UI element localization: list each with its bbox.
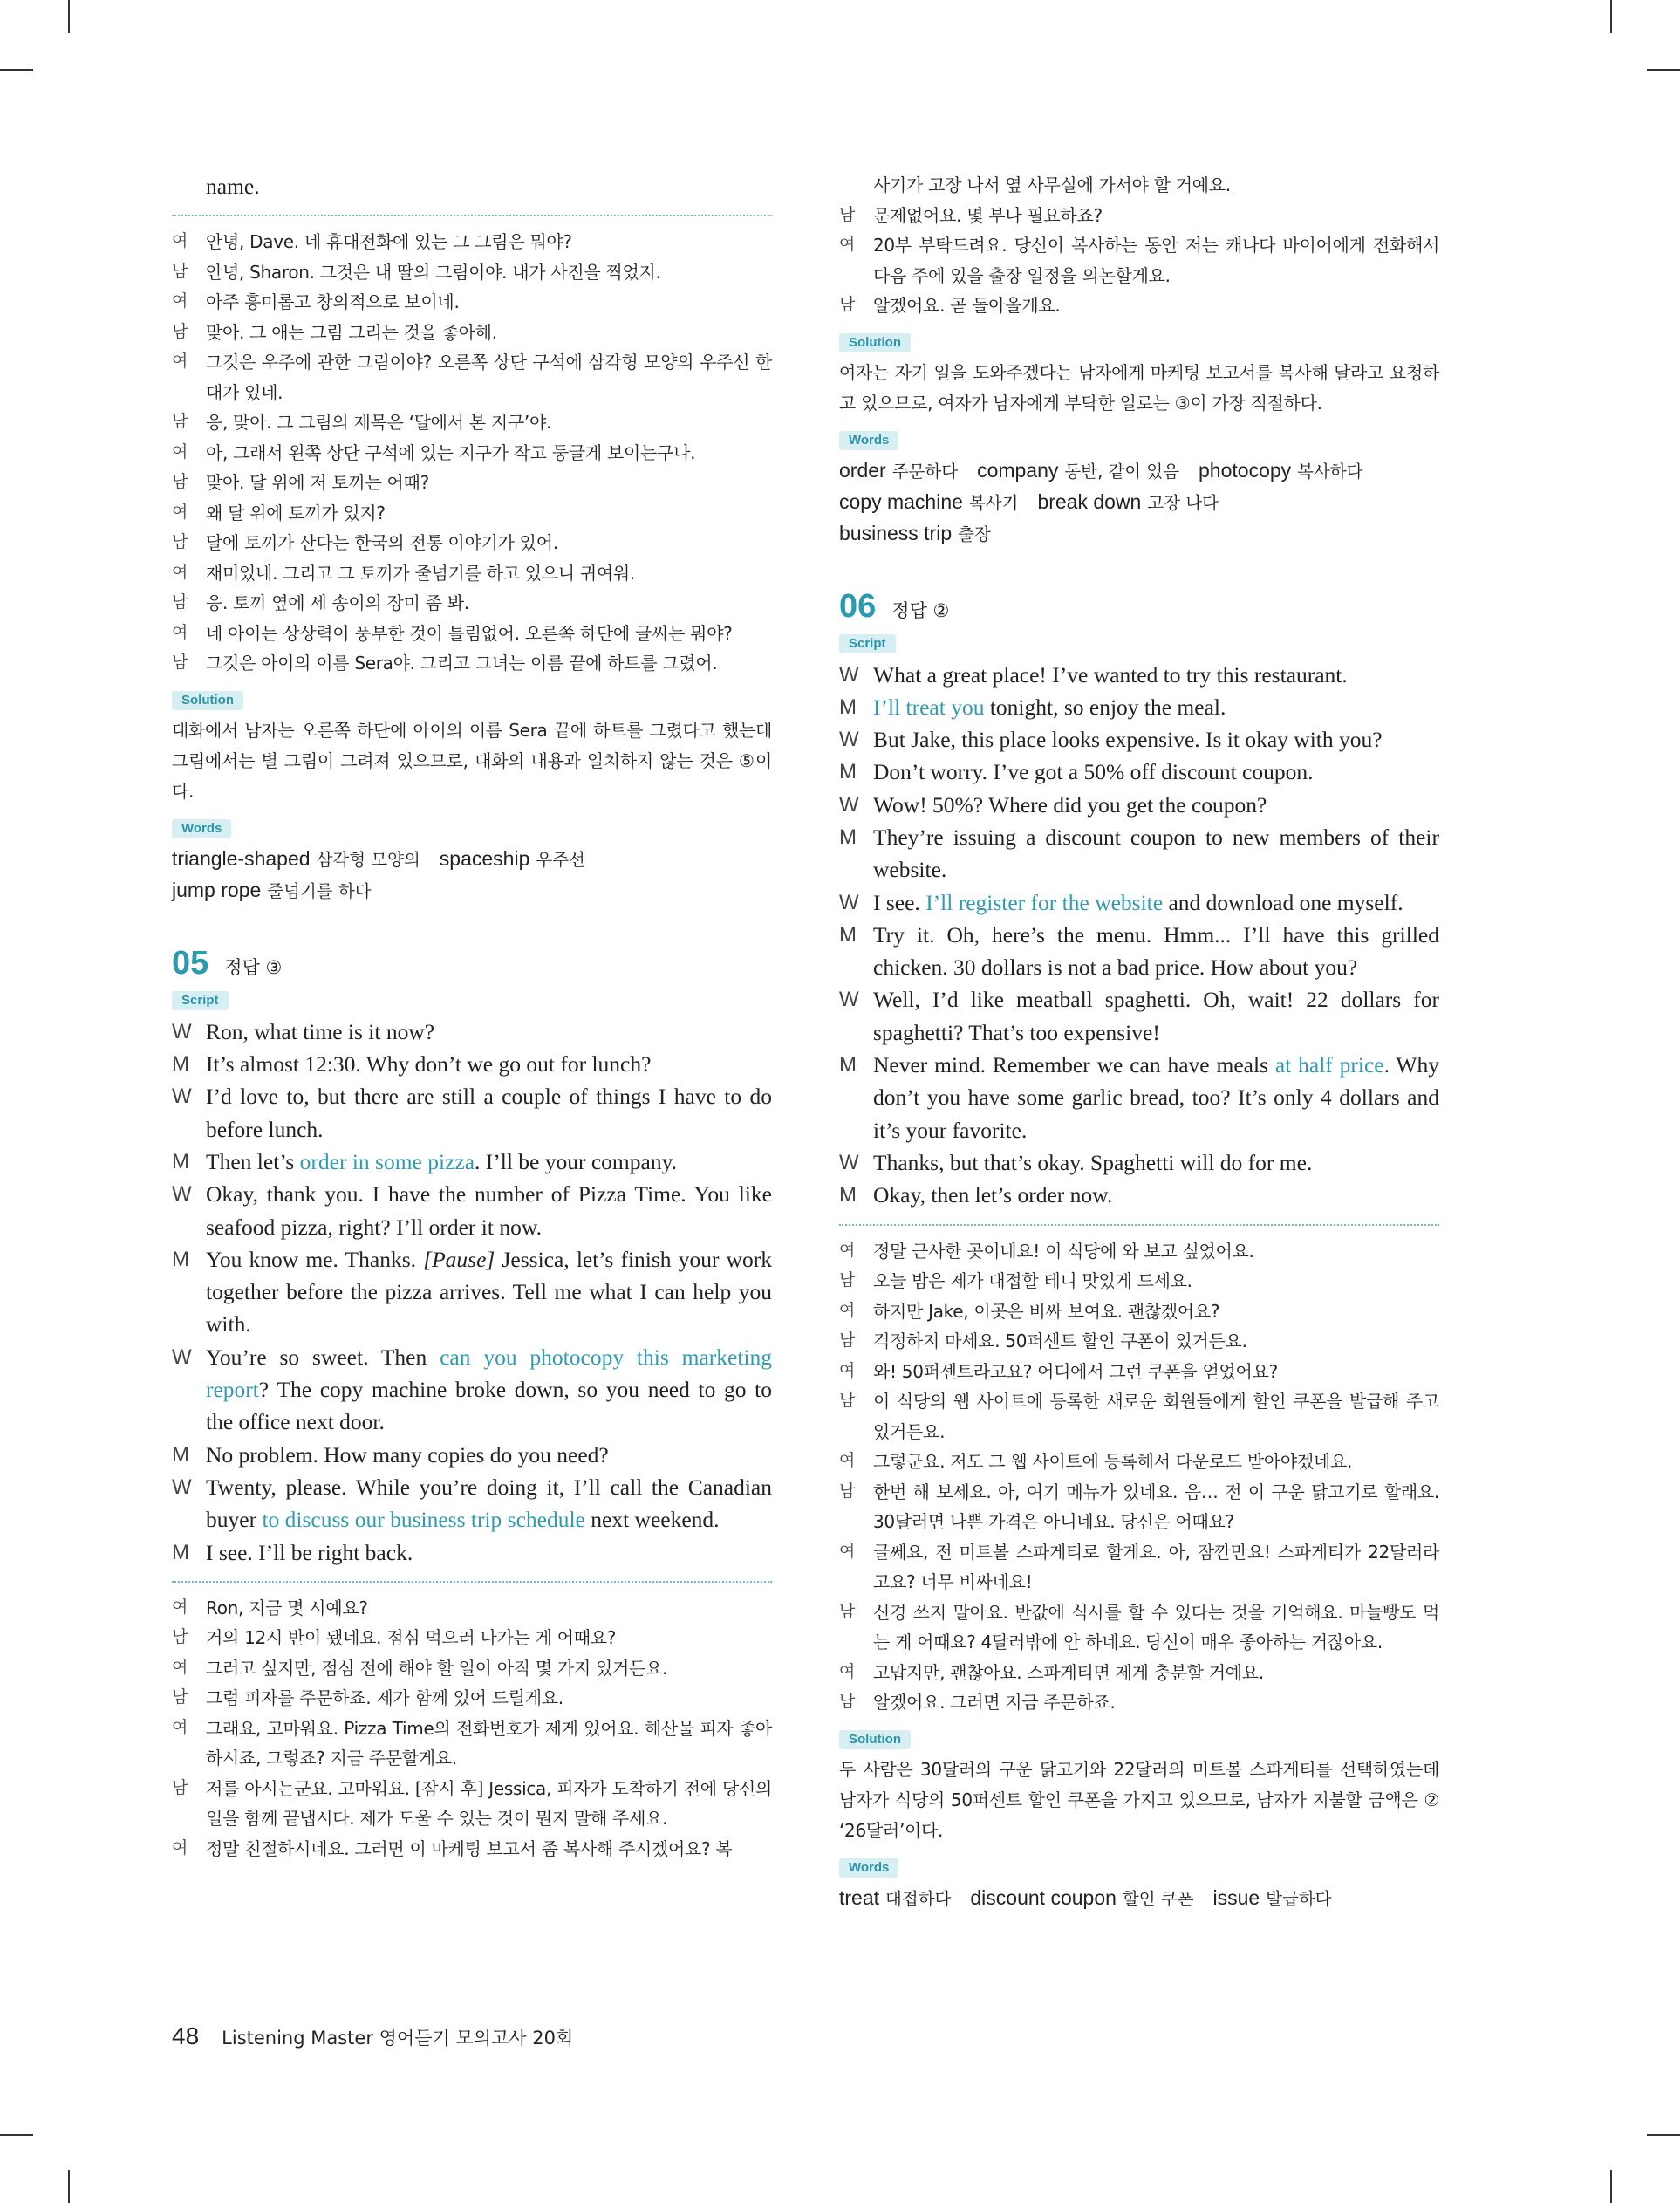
translation-line	[172, 468, 772, 498]
translation-line	[172, 257, 772, 288]
script-line	[172, 1146, 772, 1178]
script-line	[172, 1080, 772, 1146]
translation-text: 알겠어요. 그러면 지금 주문하죠.	[873, 1692, 1116, 1714]
translation-line	[172, 1683, 772, 1714]
translation-line	[839, 1266, 1439, 1296]
vocab-korean: 우주선	[536, 849, 585, 870]
script-text	[873, 983, 1439, 1049]
vocab-english: discount coupon	[970, 1885, 1117, 1909]
speaker-label: 남	[172, 322, 188, 341]
translation-text: 달에 토끼가 산다는 한국의 전통 이야기가 있어.	[206, 532, 558, 554]
script-text	[206, 1016, 772, 1048]
text-segment: tonight, so enjoy the meal.	[984, 694, 1226, 720]
speaker-label: 남	[172, 262, 188, 281]
speaker-label: 남	[172, 1778, 188, 1797]
text-segment: ? The copy machine broke down, so you need to go to the office next door.	[206, 1377, 772, 1435]
script-line	[839, 659, 1439, 691]
translation-line	[172, 558, 772, 589]
script-text	[206, 1178, 772, 1243]
text-segment: No problem. How many copies do you need?	[206, 1441, 609, 1468]
translation-line	[172, 1834, 772, 1864]
vocab-english: spaceship	[439, 846, 530, 870]
key-phrase: I’ll register for the website	[925, 889, 1164, 915]
speaker-label: M	[839, 1053, 857, 1078]
speaker-label: 여	[172, 352, 188, 372]
solution-label: Solution	[839, 1730, 911, 1749]
crop-mark	[1647, 69, 1680, 71]
script-text	[873, 659, 1439, 691]
solution-label: Solution	[172, 691, 243, 710]
vocab-item	[172, 846, 420, 871]
translation-line	[839, 1357, 1439, 1387]
vocab-korean: 줄넘기를 하다	[267, 880, 372, 901]
vocab-item	[970, 1885, 1194, 1910]
speaker-label: 여	[172, 1718, 188, 1737]
speaker-label: 여	[172, 1598, 188, 1617]
answer-label: 정답 ③	[224, 956, 283, 978]
translation-line	[172, 588, 772, 619]
translation-text: 와! 50퍼센트라고요? 어디에서 그런 쿠폰을 얻었어요?	[873, 1360, 1278, 1382]
text-segment: Well, I’d like meatball spaghetti. Oh, wait! 22 dollars for spaghetti? That’s too expensive!	[873, 987, 1439, 1045]
translation-text: 응. 토끼 옆에 세 송이의 장미 좀 봐.	[206, 592, 469, 614]
speaker-label: 남	[172, 413, 188, 432]
text-segment: . I’ll be your company.	[475, 1148, 678, 1174]
speaker-label: 여	[172, 292, 188, 311]
translation-text: 아, 그래서 왼쪽 상단 구석에 있는 지구가 작고 둥글게 보이는구나.	[206, 441, 696, 463]
speaker-label: M	[839, 824, 857, 849]
script-label: Script	[172, 991, 229, 1010]
translation-line	[172, 648, 772, 679]
script-line	[172, 1178, 772, 1243]
translation-text: 20부 부탁드려요. 당신이 복사하는 동안 저는 캐나다 바이어에게 전화해서 다음 주에 있을 출장 일정을 의논할게요.	[873, 235, 1439, 286]
text-segment: But Jake, this place looks expensive. Is it okay with you?	[873, 727, 1383, 753]
vocab-korean: 복사기	[968, 492, 1019, 513]
translation-text: 그러고 싶지만, 점심 전에 해야 할 일이 아직 몇 가지 있거든요.	[206, 1657, 668, 1679]
translation-text: 응, 맞아. 그 그림의 제목은 ‘달에서 본 지구’야.	[206, 412, 552, 434]
crop-mark	[0, 69, 33, 71]
text-segment: Then let’s	[206, 1148, 300, 1174]
translation-text: 안녕, Dave. 네 휴대전화에 있는 그 그림은 뭐야?	[206, 231, 572, 253]
translation-line	[839, 1296, 1439, 1327]
key-phrase: order in some pizza	[299, 1148, 475, 1174]
translation-text: 신경 쓰지 말아요. 반값에 식사를 할 수 있다는 것을 기억해요. 마늘빵도 먹는 게 어때요? 4달러밖에 안 하네요. 당신이 매우 좋아하는 거잖아요.	[873, 1601, 1439, 1653]
question-number: 06	[839, 587, 877, 625]
text-segment: You know me. Thanks.	[206, 1246, 424, 1272]
translation-line	[172, 619, 772, 649]
translation-line	[839, 1386, 1439, 1447]
speaker-label: W	[172, 1084, 192, 1109]
right-column	[839, 170, 1439, 1914]
translation-line	[172, 227, 772, 257]
translation-line	[839, 230, 1439, 291]
speaker-label: 여	[172, 1658, 188, 1677]
text-segment: Jessica, let’s finish your work together before the pizza arrives. Tell me what I can help you with.	[206, 1246, 772, 1338]
translation-line	[839, 1658, 1439, 1688]
script-text	[206, 1439, 772, 1471]
vocab-english: treat	[839, 1885, 880, 1909]
vocab-item	[839, 1885, 952, 1910]
speaker-label: 남	[172, 473, 188, 492]
speaker-label: 남	[172, 593, 188, 612]
crop-mark	[1610, 2170, 1612, 2203]
translation-text: 글쎄요, 전 미트볼 스파게티로 할게요. 아, 잠깐만요! 스파게티가 22달러라고요? 너무 비싸네요!	[873, 1541, 1439, 1593]
translation-text: 그것은 우주에 관한 그림이야? 오른쪽 상단 구석에 삼각형 모양의 우주선 한 대가 있네.	[206, 352, 772, 403]
script-text	[873, 821, 1439, 886]
script-text: name.	[206, 174, 260, 199]
translation-text: 알겠어요. 곧 돌아올게요.	[873, 295, 1061, 316]
translation-line	[172, 1623, 772, 1653]
crop-mark	[68, 0, 70, 33]
script-text	[873, 919, 1439, 984]
vocab-korean: 복사하다	[1297, 461, 1363, 482]
vocab-item	[977, 458, 1180, 482]
crop-mark	[68, 2170, 70, 2203]
text-segment: It’s almost 12:30. Why don’t we go out for lunch?	[206, 1051, 652, 1078]
vocab-item	[839, 489, 1019, 514]
translation-text: 재미있네. 그리고 그 토끼가 줄넘기를 하고 있으니 귀여워.	[206, 562, 635, 584]
words-list	[839, 455, 1439, 550]
translation	[172, 1593, 772, 1864]
vocab-korean: 동반, 같이 있음	[1064, 461, 1180, 482]
words-row	[839, 487, 1439, 518]
script-label: Script	[839, 634, 896, 653]
vocab-english: photocopy	[1199, 458, 1292, 482]
script-text	[873, 1049, 1439, 1146]
script-line	[172, 1243, 772, 1341]
vocab-english: triangle-shaped	[172, 846, 311, 870]
translation-text: 안녕, Sharon. 그것은 내 딸의 그림이야. 내가 사진을 찍었지.	[206, 261, 661, 283]
vocab-korean: 대접하다	[885, 1888, 952, 1909]
translation-text: 네 아이는 상상력이 풍부한 것이 틀림없어. 오른쪽 하단에 글씨는 뭐야?	[206, 622, 733, 644]
speaker-label: 남	[839, 205, 856, 224]
translation	[839, 1236, 1439, 1718]
translation-text: 문제없어요. 몇 부나 필요하죠?	[873, 204, 1103, 226]
vocab-korean: 주문하다	[891, 461, 959, 482]
dotted-divider	[172, 215, 772, 216]
translation-text: 오늘 밤은 제가 대접할 테니 맛있게 드세요.	[873, 1270, 1192, 1292]
text-segment: Try it. Oh, here’s the menu. Hmm... I’ll have this grilled chicken. 30 dollars is not a bad price. How about you?	[873, 921, 1439, 981]
speaker-label: M	[839, 760, 857, 784]
script-line	[839, 983, 1439, 1049]
text-segment: Don’t worry. I’ve got a 50% off discount coupon.	[873, 759, 1314, 785]
speaker-label: 여	[839, 1542, 856, 1561]
script-text	[206, 1080, 772, 1146]
translation-line	[839, 170, 1439, 201]
translation-text: 그래요, 고마워요. Pizza Time의 전화번호가 제게 있어요. 해산물 피자 좋아하시죠, 그렇죠? 지금 주문할게요.	[206, 1717, 772, 1769]
vocab-english: issue	[1212, 1885, 1260, 1909]
text-segment: I see. I’ll be right back.	[206, 1539, 413, 1565]
answer-label: 정답 ②	[891, 599, 950, 621]
vocab-english: company	[977, 458, 1059, 482]
text-segment: Okay, thank you. I have the number of Pizza Time. You like seafood pizza, right? I’ll order it now.	[206, 1181, 772, 1240]
translation-line	[839, 1447, 1439, 1477]
text-segment: Twenty, please. While you’re doing it, I’ll call the Canadian buyer	[206, 1474, 772, 1533]
prev-script-tail	[172, 170, 772, 202]
script-line	[172, 1016, 772, 1048]
key-phrase: at half price	[1274, 1052, 1384, 1078]
text-segment: Ron, what time is it now?	[206, 1018, 435, 1044]
script-line	[839, 756, 1439, 788]
speaker-label: M	[839, 1183, 857, 1208]
script-text	[206, 1471, 772, 1536]
text-segment: Never mind. Remember we can have meals	[873, 1052, 1275, 1078]
translation-text: 걱정하지 마세요. 50퍼센트 할인 쿠폰이 있거든요.	[873, 1331, 1247, 1352]
speaker-label: 여	[172, 442, 188, 462]
translation-line	[839, 1687, 1439, 1718]
script-dialogue	[839, 659, 1439, 1212]
left-column	[172, 170, 772, 1864]
translation-line	[172, 1774, 772, 1834]
script-line	[839, 691, 1439, 723]
translation-line	[839, 1236, 1439, 1267]
book-title: Listening Master 영어듣기 모의고사 20회	[222, 2028, 574, 2049]
text-segment: . Why don’t you have some garlic bread, too? It’s only 4 dollars and it’s your favorite.	[873, 1052, 1440, 1143]
speaker-label: 남	[172, 533, 188, 552]
translation-text: Ron, 지금 몇 시예요?	[206, 1597, 368, 1618]
speaker-label: 남	[839, 1481, 856, 1501]
translation-text: 맞아. 달 위에 저 토끼는 어때?	[206, 472, 429, 494]
translation-line	[172, 528, 772, 558]
speaker-label: 남	[839, 1602, 856, 1621]
translation-text: 그것은 아이의 이름 Sera야. 그리고 그녀는 이름 끝에 하트를 그렸어.	[206, 653, 718, 674]
script-line	[172, 1439, 772, 1471]
script-text	[873, 1146, 1439, 1179]
text-segment: What a great place! I’ve wanted to try this restaurant.	[873, 661, 1348, 688]
translation-text: 정말 친절하시네요. 그러면 이 마케팅 보고서 좀 복사해 주시겠어요? 복	[206, 1837, 733, 1859]
speaker-label: 남	[839, 1693, 856, 1712]
speaker-label: 남	[839, 1331, 856, 1351]
crop-mark	[1647, 2134, 1680, 2136]
speaker-label: W	[839, 792, 859, 817]
vocab-korean: 발급하다	[1266, 1888, 1332, 1909]
speaker-label: 여	[172, 1838, 188, 1857]
speaker-label: 남	[839, 296, 856, 314]
translation-line	[839, 1477, 1439, 1537]
script-dialogue	[172, 1016, 772, 1569]
dotted-divider	[839, 1224, 1439, 1226]
script-text	[873, 1179, 1439, 1211]
speaker-label: W	[172, 1474, 192, 1499]
translation-text: 아주 흥미롭고 창의적으로 보이네.	[206, 291, 460, 313]
translation-line	[172, 1593, 772, 1624]
translation-text: 사기가 고장 나서 옆 사무실에 가서야 할 거예요.	[873, 174, 1231, 195]
words-row	[172, 875, 772, 907]
script-line	[172, 1048, 772, 1080]
vocab-english: break down	[1037, 489, 1142, 513]
speaker-label: W	[839, 1150, 859, 1174]
vocab-english: jump rope	[172, 878, 262, 901]
stage-direction: [Pause]	[423, 1246, 495, 1272]
words-label: Words	[839, 431, 898, 450]
vocab-korean: 출장	[958, 523, 991, 544]
page-number: 48	[172, 2022, 200, 2049]
script-text	[873, 886, 1439, 919]
script-text	[873, 789, 1439, 821]
script-text	[206, 1341, 772, 1439]
vocab-item	[1037, 489, 1219, 514]
translation-line	[172, 287, 772, 318]
script-line	[839, 1049, 1439, 1146]
speaker-label: M	[839, 922, 857, 947]
script-line	[839, 919, 1439, 984]
page-footer	[172, 2022, 573, 2050]
speaker-label: W	[172, 1344, 192, 1369]
words-row	[839, 518, 1439, 550]
text-segment: I’d love to, but there are still a couple of things I have to do before lunch.	[206, 1084, 772, 1142]
speaker-label: 여	[839, 1361, 856, 1380]
script-line	[839, 821, 1439, 886]
text-segment: and download one myself.	[1163, 889, 1403, 915]
speaker-label: M	[839, 694, 857, 719]
vocab-english: order	[839, 458, 886, 482]
speaker-label: W	[172, 1019, 192, 1043]
speaker-label: 남	[172, 1688, 188, 1707]
translation-line	[839, 1537, 1439, 1598]
script-text	[206, 1243, 772, 1341]
script-text	[873, 756, 1439, 788]
translation-text: 거의 12시 반이 됐네요. 점심 먹으러 나가는 게 어때요?	[206, 1627, 617, 1649]
speaker-label: 여	[839, 1301, 856, 1320]
translation-line	[172, 438, 772, 469]
script-text	[873, 691, 1439, 723]
script-line	[839, 886, 1439, 919]
vocab-item	[439, 846, 585, 871]
vocab-item	[172, 880, 372, 902]
translation-line	[172, 318, 772, 348]
speaker-label: 남	[839, 1271, 856, 1290]
speaker-label: 남	[172, 653, 188, 673]
translation-text: 저를 아시는군요. 고마워요. [잠시 후] Jessica, 피자가 도착하기 전에 당신의 일을 함께 끝냅시다. 제가 도울 수 있는 것이 뭔지 말해 주세요.	[206, 1777, 772, 1830]
script-text	[873, 723, 1439, 756]
speaker-label: 남	[839, 1392, 856, 1411]
translation-text: 고맙지만, 괜찮아요. 스파게티면 제게 충분할 거예요.	[873, 1661, 1264, 1683]
translation-text: 그럼 피자를 주문하죠. 제가 함께 있어 드릴게요.	[206, 1687, 563, 1709]
speaker-label: W	[172, 1182, 192, 1207]
text-segment: Wow! 50%? Where did you get the coupon?	[873, 791, 1267, 818]
vocab-item	[1199, 458, 1363, 482]
translation-line	[839, 1598, 1439, 1658]
speaker-label: M	[172, 1247, 189, 1271]
words-row	[839, 455, 1439, 487]
script-line	[172, 1471, 772, 1536]
speaker-label: 여	[839, 236, 856, 254]
key-phrase: I’ll treat you	[873, 694, 985, 720]
translation-line	[172, 1714, 772, 1774]
vocab-korean: 삼각형 모양의	[316, 849, 420, 870]
solution-text: 여자는 자기 일을 도와주겠다는 남자에게 마케팅 보고서를 복사해 달라고 요청하고 있으므로, 여자가 남자에게 부탁한 일로는 ③이 가장 적절하다.	[839, 361, 1439, 414]
speaker-label: 여	[839, 1662, 856, 1681]
translation-line	[172, 347, 772, 407]
vocab-item	[839, 523, 991, 545]
vocab-korean: 할인 쿠폰	[1122, 1888, 1194, 1909]
text-segment: You’re so sweet. Then	[206, 1344, 440, 1370]
translation-line	[172, 498, 772, 529]
speaker-label: W	[839, 662, 859, 687]
words-list	[839, 1883, 1439, 1914]
key-phrase: can you photocopy this marketing report	[206, 1344, 772, 1403]
solution-text: 대화에서 남자는 오른쪽 하단에 아이의 이름 Sera 끝에 하트를 그렸다고 했는데 그림에서는 별 그림이 그려져 있으므로, 대화의 내용과 일치하지 않는 것은 ⑤이다.	[172, 719, 772, 802]
solution-text: 두 사람은 30달러의 구운 닭고기와 22달러의 미트볼 스파게티를 선택하였는데 남자가 식당의 50퍼센트 할인 쿠폰을 가지고 있으므로, 남자가 지불할 금액은 ② ‘26달러’이다.	[839, 1758, 1439, 1841]
vocab-korean: 고장 나다	[1147, 492, 1219, 513]
speaker-label: 여	[172, 232, 188, 251]
speaker-label: 여	[172, 623, 188, 642]
words-row	[172, 844, 772, 875]
script-line	[839, 1146, 1439, 1179]
question-header	[839, 588, 1439, 626]
vocab-english: business trip	[839, 521, 953, 544]
speaker-label: 여	[839, 1241, 856, 1260]
speaker-label: W	[839, 890, 859, 914]
speaker-label: 여	[839, 1452, 856, 1471]
text-segment: Thanks, but that’s okay. Spaghetti will do for me.	[873, 1149, 1313, 1175]
speaker-label: 여	[172, 503, 188, 522]
text-segment: Okay, then let’s order now.	[873, 1182, 1113, 1208]
crop-mark	[0, 2134, 33, 2136]
translation-continued	[839, 170, 1439, 321]
solution-label: Solution	[839, 333, 911, 352]
speaker-label: M	[172, 1442, 189, 1467]
script-text	[206, 1536, 772, 1569]
prev-translation	[172, 227, 772, 679]
vocab-item	[839, 458, 959, 482]
translation-text: 이 식당의 웹 사이트에 등록한 새로운 회원들에게 할인 쿠폰을 발급해 주고 있거든요.	[873, 1391, 1439, 1442]
words-list	[172, 844, 772, 907]
key-phrase: to discuss our business trip schedule	[262, 1507, 585, 1533]
text-segment: They’re issuing a discount coupon to new members of their website.	[873, 824, 1439, 883]
translation-text: 한번 해 보세요. 아, 여기 메뉴가 있네요. 음… 전 이 구운 닭고기로 할래요. 30달러면 나쁜 가격은 아니네요. 당신은 어때요?	[873, 1481, 1439, 1533]
speaker-label: M	[172, 1540, 189, 1564]
script-line	[172, 1536, 772, 1569]
translation-line	[839, 1326, 1439, 1357]
dotted-divider	[172, 1581, 772, 1583]
translation-text: 왜 달 위에 토끼가 있지?	[206, 502, 386, 523]
script-text	[206, 1048, 772, 1080]
words-label: Words	[172, 819, 231, 838]
translation-text: 맞아. 그 애는 그림 그리는 것을 좋아해.	[206, 321, 497, 343]
vocab-english: copy machine	[839, 489, 963, 513]
vocab-item	[1212, 1885, 1332, 1910]
script-line	[839, 789, 1439, 821]
question-number: 05	[172, 944, 209, 982]
translation-text: 그렇군요. 저도 그 웹 사이트에 등록해서 다운로드 받아야겠네요.	[873, 1451, 1353, 1473]
translation-line	[172, 1653, 772, 1684]
translation-line	[839, 291, 1439, 321]
script-line	[839, 1179, 1439, 1211]
words-row	[839, 1883, 1439, 1914]
question-header	[172, 945, 772, 982]
script-text	[206, 1146, 772, 1178]
translation-line	[172, 407, 772, 438]
text-segment: I see.	[873, 889, 926, 915]
speaker-label: 남	[172, 1628, 188, 1647]
script-line	[839, 723, 1439, 756]
translation-line	[839, 201, 1439, 231]
speaker-label: W	[839, 988, 859, 1012]
crop-mark	[1610, 0, 1612, 33]
translation-text: 정말 근사한 곳이네요! 이 식당에 와 보고 싶었어요.	[873, 1240, 1254, 1262]
speaker-label: M	[172, 1149, 189, 1173]
speaker-label: W	[839, 728, 859, 752]
speaker-label: 여	[172, 563, 188, 582]
speaker-label: M	[172, 1052, 189, 1077]
script-line	[172, 1341, 772, 1439]
text-segment: next weekend.	[584, 1507, 720, 1533]
translation-text: 하지만 Jake, 이곳은 비싸 보여요. 괜찮겠어요?	[873, 1300, 1220, 1322]
words-label: Words	[839, 1858, 898, 1878]
